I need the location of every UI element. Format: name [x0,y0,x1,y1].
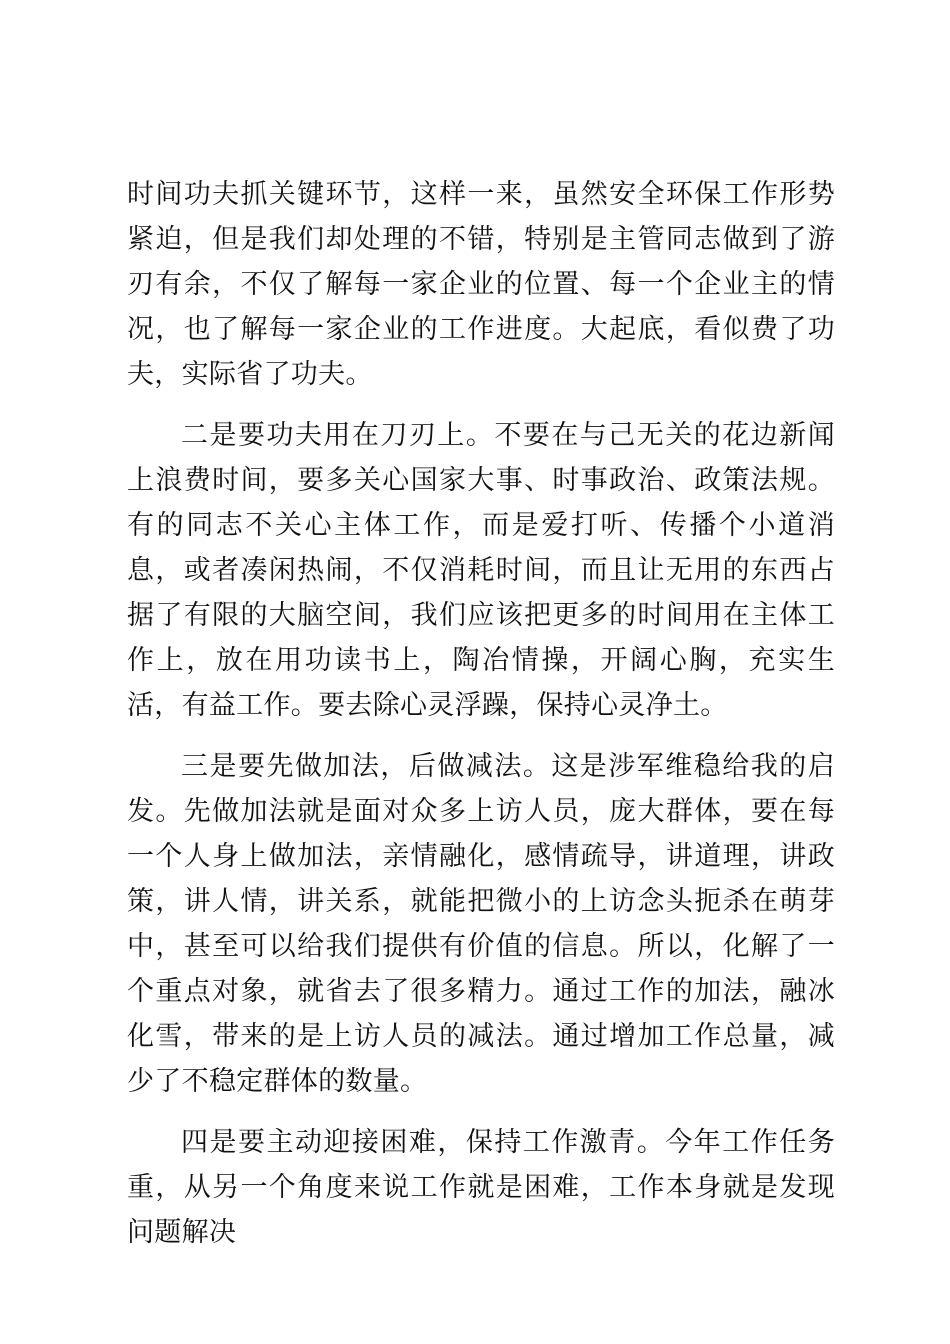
document-body [127,172,835,1271]
paragraph-point-four: 四是要主动迎接困难，保持工作激青。今年工作任务重，从另一个角度来说工作就是困难，工作本身就是发现问题解决 [127,1127,835,1248]
paragraph-point-two: 二是要功夫用在刀刃上。不要在与己无关的花边新闻上浪费时间，要多关心国家大事、时事政治、政策法规。有的同志不关心主体工作，而是爱打听、传播个小道消息，或者凑闲热闹，不仅消耗时间，而且让无用的东西占据了有限的大脑空间，我们应该把更多的时间用在主体工作上，放在用功读书上，陶冶情操，开阔心胸，充实生活，有益工作。要去除心灵浮躁，保持心灵净土。 [127,420,835,721]
paragraph-continued: 时间功夫抓关键环节，这样一来，虽然安全环保工作形势紧迫，但是我们却处理的不错，特别是主管同志做到了游刃有余，不仅了解每一家企业的位置、每一个企业主的情况，也了解每一家企业的工作进度。大起底，看似费了功夫，实际省了功夫。 [127,179,835,390]
paragraph-point-three: 三是要先做加法，后做减法。这是涉军维稳给我的启发。先做加法就是面对众多上访人员，庞大群体，要在每一个人身上做加法，亲情融化，感情疏导，讲道理，讲政策，讲人情，讲关系，就能把微小的上访念头扼杀在萌芽中，甚至可以给我们提供有价值的信息。所以，化解了一个重点对象，就省去了很多精力。通过工作的加法，融冰化雪，带来的是上访人员的减法。通过增加工作总量，减少了不稳定群体的数量。 [127,751,835,1097]
